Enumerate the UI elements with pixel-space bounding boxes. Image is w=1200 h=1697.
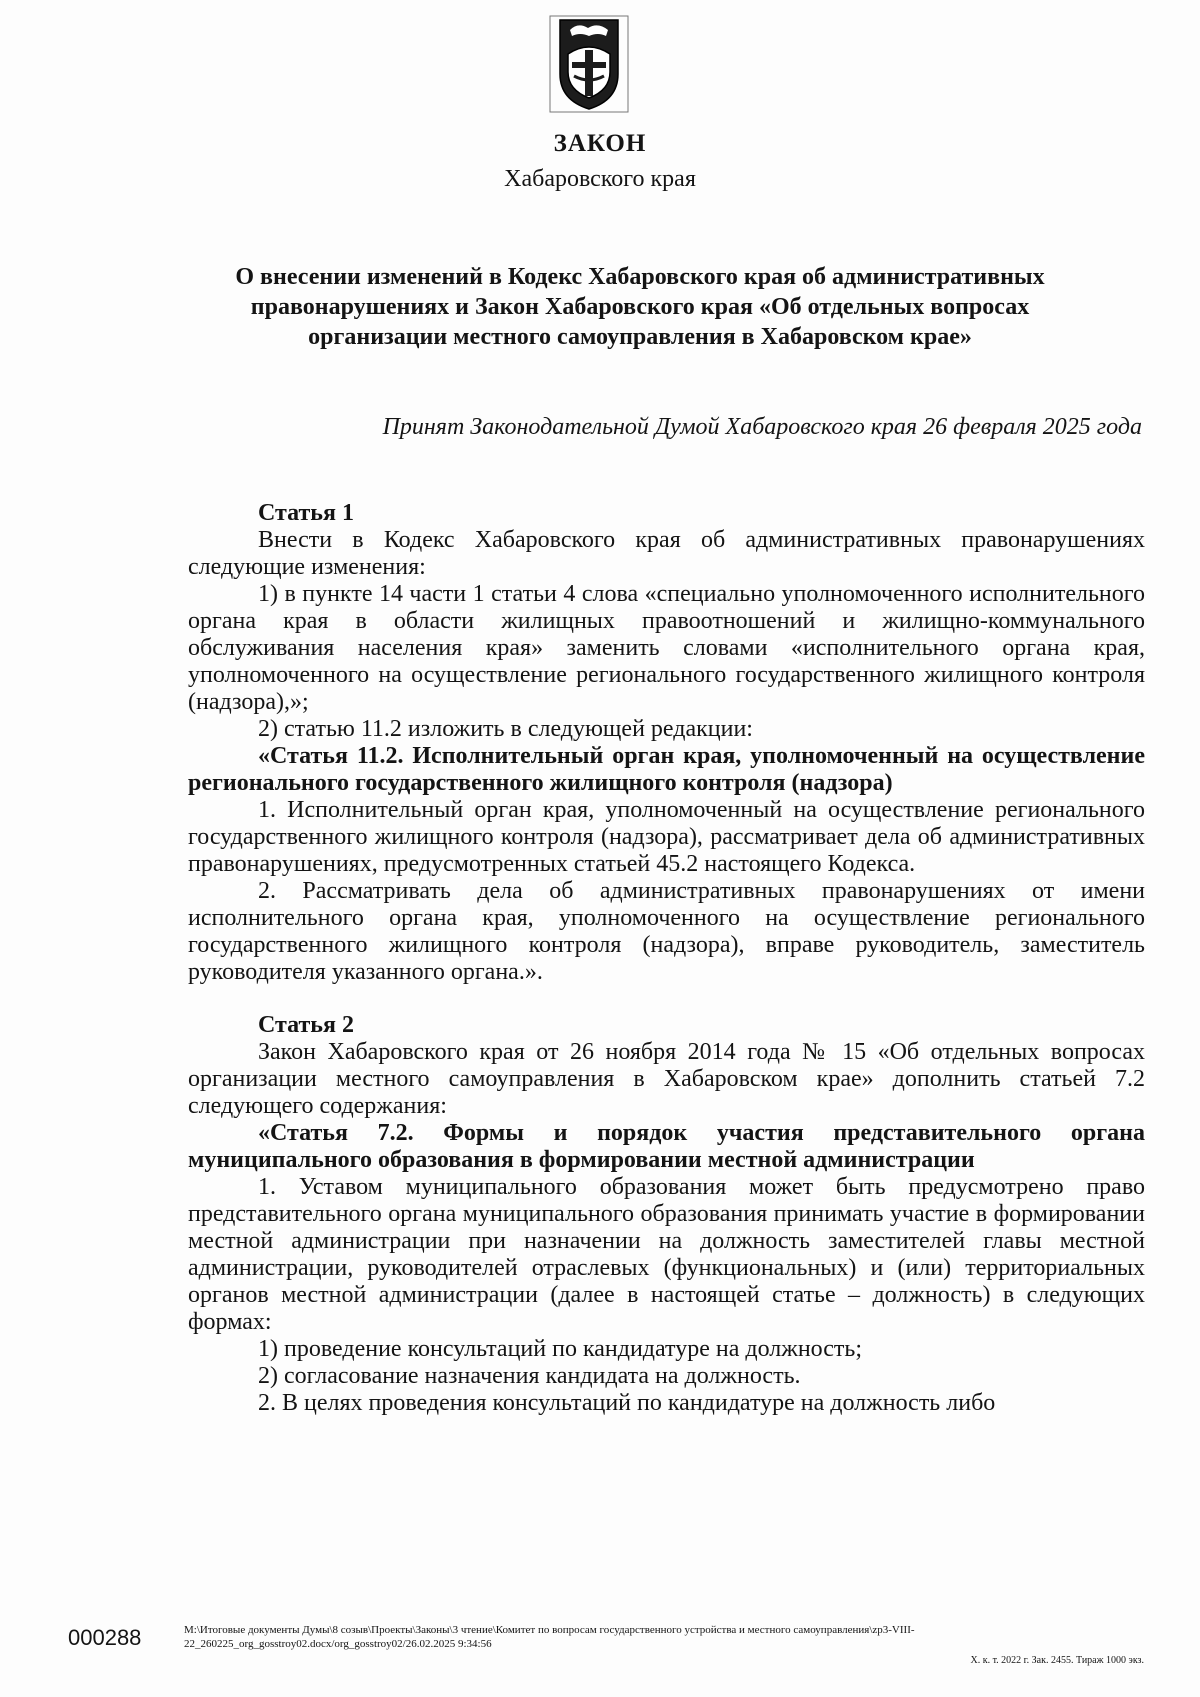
article-1-item-1: 1) в пункте 14 части 1 статьи 4 слова «специально уполномоченного исполнительного органа края в области жилищных правоотношений и жилищно-коммунального обслуживания населения края» заменить словами «исполнительного органа края, уполномоченного на осуществление регионального государственного жилищного контроля (надзора),»; xyxy=(188,581,1145,715)
spacer xyxy=(188,986,1145,1012)
law-heading: О внесении изменений в Кодекс Хабаровского края об административных правонарушениях и Закон Хабаровского края «Об отдельных вопросах организации местного самоуправления в Хабаровском крае» xyxy=(235,264,1045,350)
article-2-intro: Закон Хабаровского края от 26 ноября 2014 года № 15 «Об отдельных вопросах организации местного самоуправления в Хабаровском крае» дополнить статьей 7.2 следующего содержания: xyxy=(188,1039,1145,1119)
file-path: M:\Итоговые документы Думы\8 созыв\Проекты\Законы\3 чтение\Комитет по вопросам государственного устройства и местного самоуправления\zp3-VIII-22_260225_org_gosstroy02.docx/org_gosstroy02/26.02.2025 9:34:56 xyxy=(184,1624,915,1650)
article-1-label: Статья 1 xyxy=(258,500,354,526)
article-7-2-part-1: 1. Уставом муниципального образования может быть предусмотрено право представительного органа муниципального образования принимать участие в формировании местной администрации при назначении на должность заместителей главы местной администрации, руководителей отраслевых (функциональных) и (или) территориальных органов местной администрации (далее в настоящей статье – должность) в следующих формах: xyxy=(188,1174,1145,1335)
coat-of-arms-emblem xyxy=(548,14,630,114)
article-11-2-title: «Статья 11.2. Исполнительный орган края, уполномоченный на осуществление регионального государственного жилищного контроля (надзора) xyxy=(188,743,1145,796)
print-info: Х. к. т. 2022 г. Зак. 2455. Тираж 1000 экз. xyxy=(970,1655,1144,1666)
article-7-2-title: «Статья 7.2. Формы и порядок участия представительного органа муниципального образования в формировании местной администрации xyxy=(188,1120,1145,1173)
article-11-2-part-1: 1. Исполнительный орган края, уполномоченный на осуществление регионального государственного жилищного контроля (надзора), рассматривает дела об административных правонарушениях, предусмотренных статьей 45.2 настоящего Кодекса. xyxy=(188,797,1145,877)
article-1-intro: Внести в Кодекс Хабаровского края об административных правонарушениях следующие изменения: xyxy=(188,527,1145,580)
law-title: ЗАКОН xyxy=(553,130,647,157)
law-body xyxy=(188,500,1145,1417)
article-11-2-part-2: 2. Рассматривать дела об административных правонарушениях от имени исполнительного органа края, уполномоченного на осуществление регионального государственного жилищного контроля (надзора), вправе руководитель, заместитель руководителя указанного органа.». xyxy=(188,878,1145,985)
article-1-item-2: 2) статью 11.2 изложить в следующей редакции: xyxy=(258,716,753,742)
article-7-2-item-2: 2) согласование назначения кандидата на должность. xyxy=(258,1363,801,1389)
law-region: Хабаровского края xyxy=(504,166,696,192)
article-7-2-part-2: 2. В целях проведения консультаций по кандидатуре на должность либо xyxy=(258,1390,996,1416)
article-7-2-item-1: 1) проведение консультаций по кандидатуре на должность; xyxy=(258,1336,863,1362)
article-2-label: Статья 2 xyxy=(258,1012,354,1038)
document-number: 000288 xyxy=(68,1625,142,1650)
adoption-note: Принят Законодательной Думой Хабаровского края 26 февраля 2025 года xyxy=(382,414,1142,440)
